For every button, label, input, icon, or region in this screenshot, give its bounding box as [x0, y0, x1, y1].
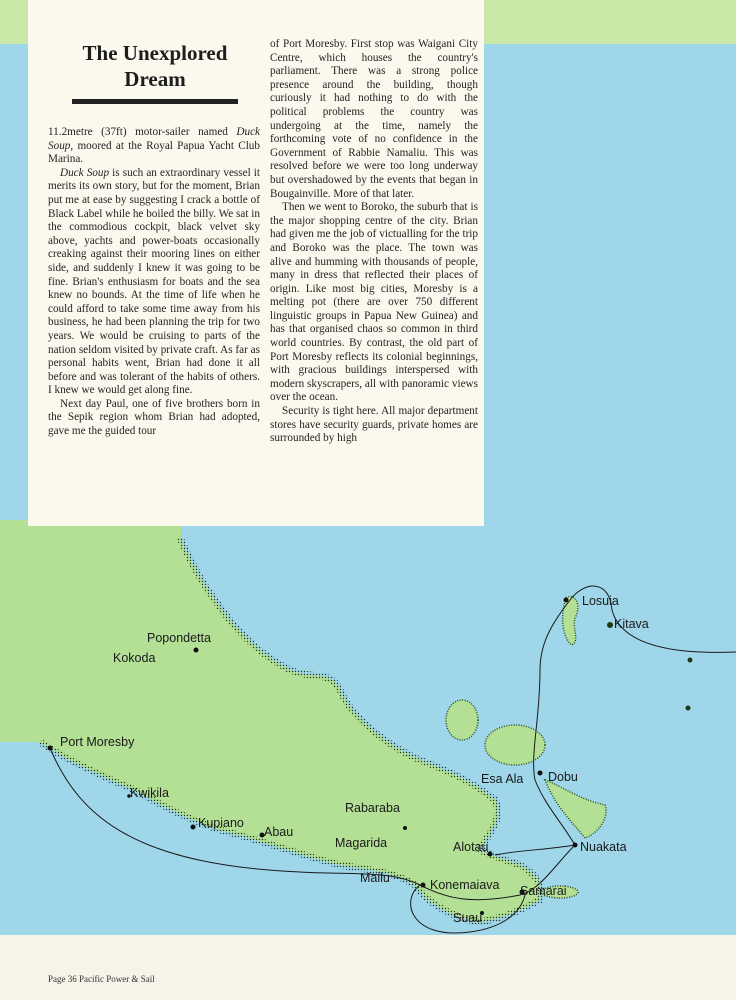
page-footer: Page 36 Pacific Power & Sail [48, 974, 155, 984]
label-nuakata: Nuakata [580, 840, 627, 854]
article-title [62, 40, 248, 92]
paragraph: Security is tight here. All major department stores have security guards, private homes are surrounded by high [270, 405, 478, 445]
right-sea-panel [490, 44, 736, 544]
label-losuia: Losuia [582, 594, 619, 608]
paragraph: Then we went to Boroko, the suburb that is the major shopping centre of the city. Brian had given me the job of victualling for the trip and Boroko was the place. The town was alive and humming with thousands of people, many in dress that reflected their places of origin. Like most big cities, Moresby is a melting pot (there are over 750 different linguistic groups in Papua New Guinea) and has that organised chaos so common in third world countries. By contrast, the old part of Port Moresby reflects its colonial beginnings, with gracious buildings interspersed with modern skyscrapers, all with panoramic views over the ocean. [270, 201, 478, 404]
label-samarai: Samarai [520, 884, 567, 898]
label-popondetta: Popondetta [147, 631, 211, 645]
label-kitava: Kitava [614, 617, 649, 631]
title-line-1: The Unexplored [82, 41, 228, 65]
title-line-2: Dream [124, 67, 186, 91]
paragraph: Duck Soup is such an extraordinary vessel it merits its own story, but for the moment, Brian put me at ease by suggesting I crack a bottle of Black Label while he boiled the billy. We sat in the commodious cockpit, black velvet sky above, yachts and power-boats occasionally creaking against their mooring lines on either side, and suddenly I knew it was going to be fine. Brian's enthusiasm for boats and the sea knew no bounds. At the time of life when he could afford to take some time away from his business, he had been planning the trip for two years. We would be cruising to parts of the nation seldom visited by private craft. As far as personal habits went, Brian had done it all before and was tolerant of the habits of others. I knew we would get along fine. [48, 166, 260, 397]
island-normanby [545, 780, 606, 838]
label-magarida: Magarida [335, 836, 388, 850]
island-goodenough [446, 700, 478, 740]
island-kiriwina [563, 596, 578, 645]
label-port-moresby: Port Moresby [60, 735, 135, 749]
paragraph: Next day Paul, one of five brothers born in the Sepik region whom Brian had adopted, gave me the guided tour [48, 397, 260, 438]
label-esa-ala: Esa Ala [481, 772, 524, 786]
label-mailu: Mailu [360, 871, 390, 885]
label-rabaraba: Rabaraba [345, 801, 400, 815]
paragraph: of Port Moresby. First stop was Waigani City Centre, which houses the country's parliament. There was a strong police presence around the building, though curiously it had nothing to do with the political problems the country was undergoing at the time, namely the forthcoming vote of no confidence in the Government of Rabbie Namaliu. This was resolved before we were too long underway but overshadowed by the events that began in Bougainville. More of that later. [270, 38, 478, 200]
label-dobu: Dobu [548, 770, 578, 784]
title-underline [72, 99, 238, 104]
paragraph: 11.2metre (37ft) motor-sailer named Duck Soup, moored at the Royal Papua Yacht Club Marina. [48, 126, 260, 166]
label-kokoda: Kokoda [113, 651, 156, 665]
label-konemaiava: Konemaiava [430, 878, 500, 892]
label-alotau: Alotau [453, 840, 489, 854]
label-suau: Suau [453, 911, 483, 925]
island-kitava [607, 622, 613, 628]
label-abau: Abau [264, 825, 294, 839]
article-column-2 [270, 38, 478, 446]
label-kupiano: Kupiano [198, 816, 244, 830]
label-kwikila: Kwikila [130, 786, 169, 800]
article-column-1 [48, 126, 260, 439]
bottom-margin [0, 935, 736, 1000]
